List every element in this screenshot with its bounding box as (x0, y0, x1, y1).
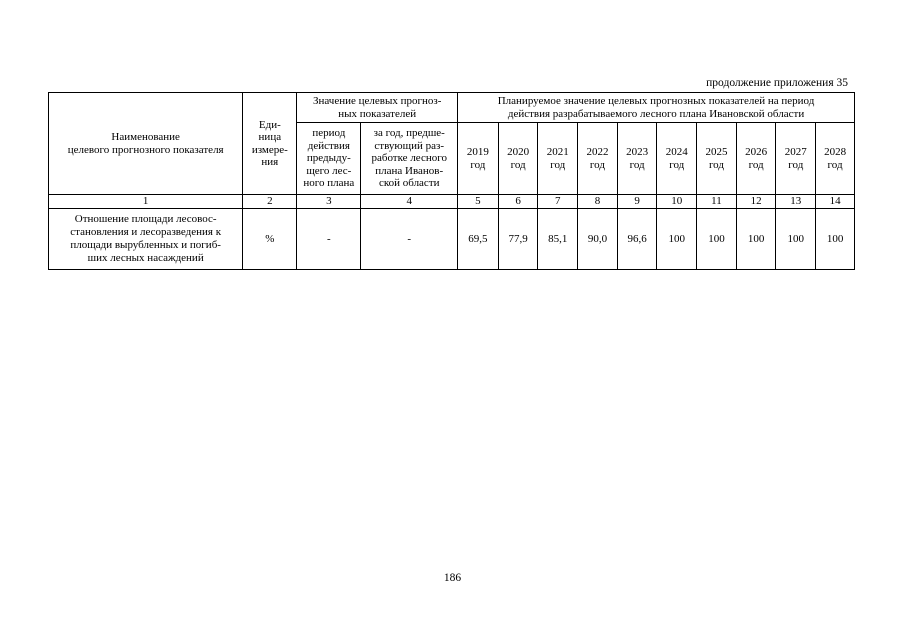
value-2024-cell: 100 (657, 209, 697, 270)
header-year-2027: 2027 год (776, 123, 816, 195)
header-unit: Еди- ница измере- ния (243, 93, 297, 195)
header-year-2028: 2028 год (816, 123, 855, 195)
column-number: 7 (538, 195, 578, 209)
header-target-values-group: Значение целевых прогноз- ных показателей (297, 93, 458, 123)
column-number: 5 (458, 195, 499, 209)
header-year-2025: 2025 год (697, 123, 737, 195)
value-2023-cell: 96,6 (617, 209, 657, 270)
continuation-caption: продолжение приложения 35 (706, 77, 848, 89)
header-planned-values-group: Планируемое значение целевых прогнозных показателей на период действия разрабатываемого лесного плана Ивановской области (458, 93, 855, 123)
value-2028-cell: 100 (816, 209, 855, 270)
header-year-before-plan: за год, предше- ствующий раз- работке лесного плана Иванов- ской области (361, 123, 458, 195)
column-number: 4 (361, 195, 458, 209)
header-year-2022: 2022 год (578, 123, 618, 195)
header-year-2020: 2020 год (498, 123, 538, 195)
header-year-2024: 2024 год (657, 123, 697, 195)
value-2020-cell: 77,9 (498, 209, 538, 270)
column-number: 14 (816, 195, 855, 209)
column-number: 11 (697, 195, 737, 209)
unit-cell: % (243, 209, 297, 270)
header-indicator-name: Наименование целевого прогнозного показателя (49, 93, 243, 195)
header-year-2026: 2026 год (736, 123, 776, 195)
header-previous-plan-period: период действия предыду- щего лес- ного плана (297, 123, 361, 195)
value-2022-cell: 90,0 (578, 209, 618, 270)
value-2021-cell: 85,1 (538, 209, 578, 270)
year-before-plan-value-cell: - (361, 209, 458, 270)
page-number: 186 (443, 572, 462, 584)
column-number: 8 (578, 195, 618, 209)
indicator-name-cell: Отношение площади лесовос- становления и лесоразведения к площади вырубленных и погиб- ших лесных насаждений (49, 209, 243, 270)
column-number: 1 (49, 195, 243, 209)
column-number: 6 (498, 195, 538, 209)
column-number: 3 (297, 195, 361, 209)
column-number: 9 (617, 195, 657, 209)
column-number: 2 (243, 195, 297, 209)
column-number: 13 (776, 195, 816, 209)
previous-plan-value-cell: - (297, 209, 361, 270)
header-year-2023: 2023 год (617, 123, 657, 195)
column-number-row (49, 195, 855, 209)
forecast-indicators-table (48, 92, 855, 270)
value-2025-cell: 100 (697, 209, 737, 270)
value-2019-cell: 69,5 (458, 209, 499, 270)
table-row (49, 209, 855, 270)
column-number: 12 (736, 195, 776, 209)
value-2026-cell: 100 (736, 209, 776, 270)
header-year-2019: 2019 год (458, 123, 499, 195)
value-2027-cell: 100 (776, 209, 816, 270)
header-year-2021: 2021 год (538, 123, 578, 195)
column-number: 10 (657, 195, 697, 209)
